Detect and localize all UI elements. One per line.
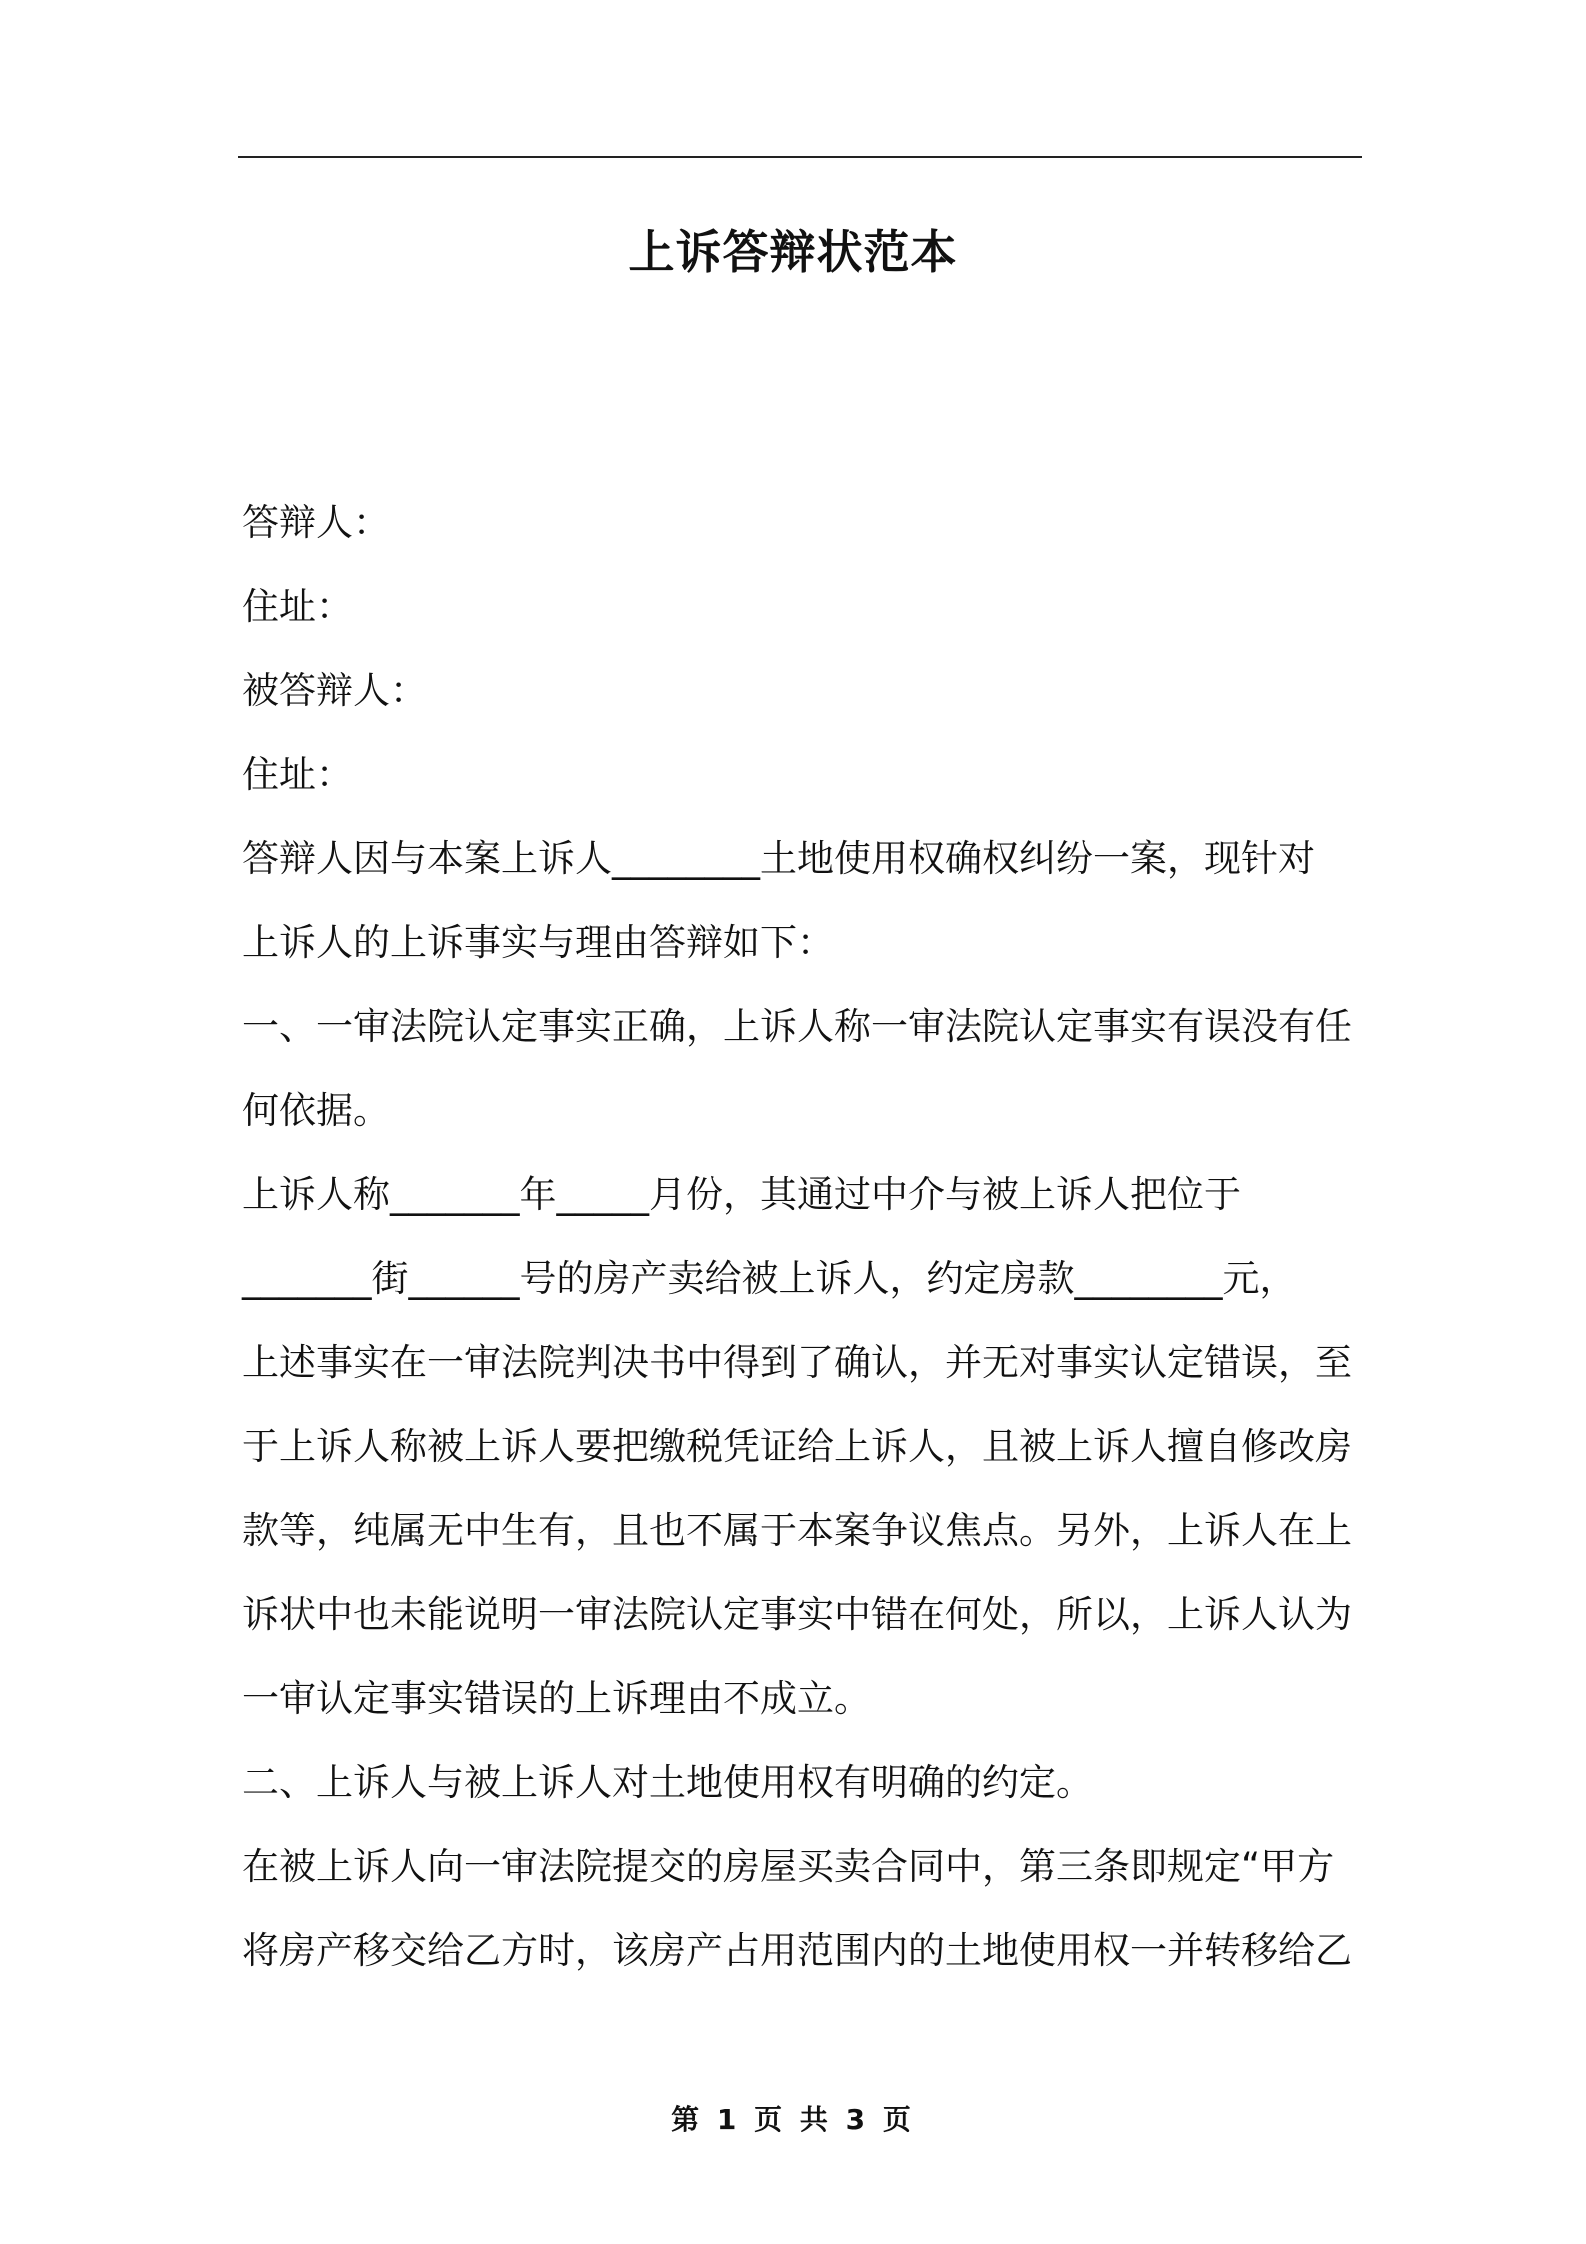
body-line: 答辩人： — [242, 501, 390, 544]
body-line: 诉状中也未能说明一审法院认定事实中错在何处，所以，上诉人认为 — [242, 1593, 1352, 1636]
body-line: 答辩人因与本案上诉人________土地使用权确权纠纷一案，现针对 — [242, 837, 1315, 880]
header-rule — [238, 156, 1362, 158]
body-line: 被答辩人： — [242, 669, 427, 712]
body-line: 何依据。 — [242, 1089, 390, 1132]
body-line: _______街______号的房产卖给被上诉人，约定房款________元， — [242, 1257, 1297, 1300]
body-line: 一、一审法院认定事实正确，上诉人称一审法院认定事实有误没有任 — [242, 1005, 1352, 1048]
page-number: 第 1 页 共 3 页 — [671, 2103, 915, 2136]
body-line: 上诉人称_______年_____月份，其通过中介与被上诉人把位于 — [242, 1173, 1241, 1216]
document-title: 上诉答辩状范本 — [628, 225, 958, 279]
body-line: 住址： — [242, 585, 353, 628]
body-line: 于上诉人称被上诉人要把缴税凭证给上诉人，且被上诉人擅自修改房 — [242, 1425, 1352, 1468]
body-line: 一审认定事实错误的上诉理由不成立。 — [242, 1677, 871, 1720]
body-line: 上述事实在一审法院判决书中得到了确认，并无对事实认定错误，至 — [242, 1341, 1352, 1384]
body-line: 二、上诉人与被上诉人对土地使用权有明确的约定。 — [242, 1761, 1093, 1804]
body-line: 在被上诉人向一审法院提交的房屋买卖合同中，第三条即规定“甲方 — [242, 1845, 1335, 1888]
body-line: 上诉人的上诉事实与理由答辩如下： — [242, 921, 834, 964]
body-line: 住址： — [242, 753, 353, 796]
body-line: 将房产移交给乙方时，该房产占用范围内的土地使用权一并转移给乙 — [242, 1929, 1352, 1972]
body-line: 款等，纯属无中生有，且也不属于本案争议焦点。另外，上诉人在上 — [242, 1509, 1352, 1552]
document-body — [242, 481, 1356, 1993]
